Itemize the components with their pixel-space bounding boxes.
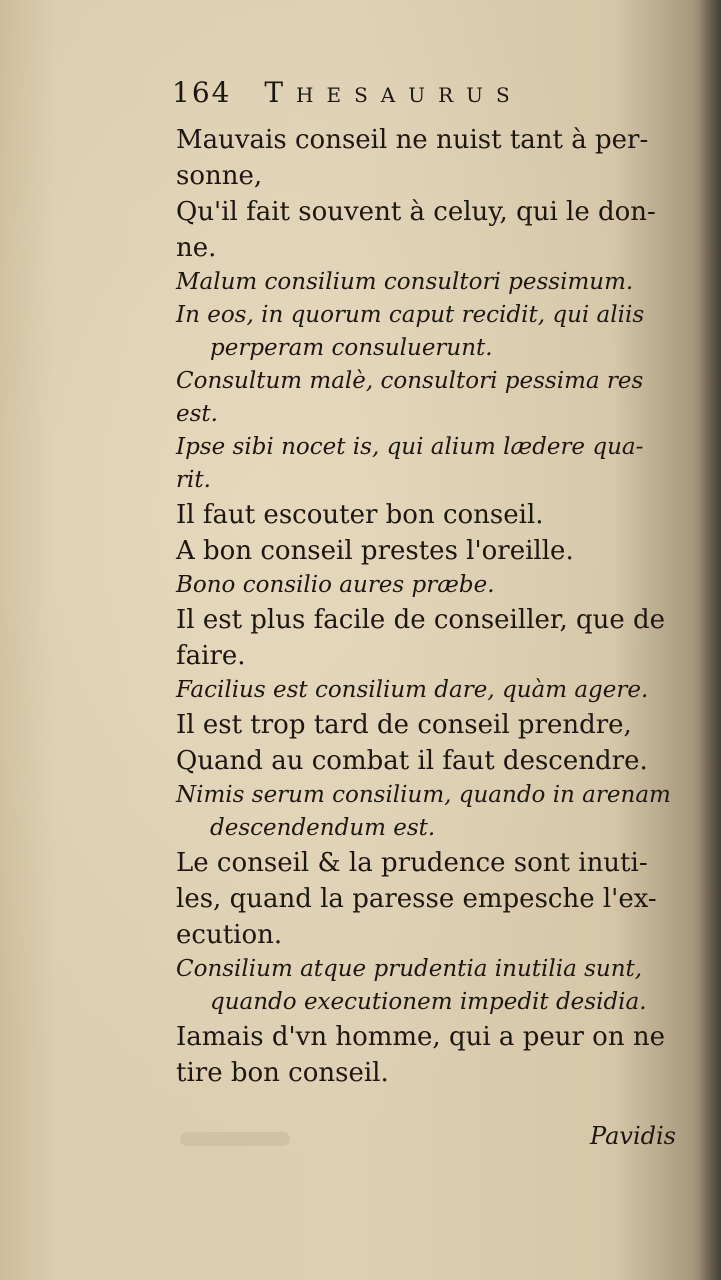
running-header	[172, 76, 523, 109]
french-proverb-line: Qu'il fait souvent à celuy, qui le don-	[176, 197, 656, 227]
french-proverb-line: faire.	[176, 641, 246, 671]
page-edge-shadow	[699, 0, 721, 1280]
catchword: Pavidis	[590, 1122, 676, 1150]
french-proverb-line: les, quand la paresse empesche l'ex-	[176, 884, 657, 914]
french-proverb-line: sonne,	[176, 161, 263, 191]
french-proverb-line: Il faut escouter bon conseil.	[176, 500, 544, 530]
page-text	[176, 122, 696, 1091]
french-proverb-line: ecution.	[176, 920, 283, 950]
french-proverb-line: Mauvais conseil ne nuist tant à per-	[176, 125, 649, 155]
running-title: Thesaurus	[264, 76, 523, 109]
latin-proverb-line: Consultum malè, consultori pessima res	[176, 368, 644, 394]
french-proverb-line: A bon conseil prestes l'oreille.	[176, 536, 574, 566]
latin-proverb-line: rit.	[176, 467, 211, 493]
latin-proverb-line: Malum consilium consultori pessimum.	[176, 269, 634, 295]
french-proverb-line: tire bon conseil.	[176, 1058, 389, 1088]
latin-proverb-line: Ipse sibi nocet is, qui alium lædere qua-	[176, 434, 644, 460]
ink-smudge	[180, 1132, 290, 1146]
latin-proverb-line: Nimis serum consilium, quando in arenam	[176, 782, 671, 808]
latin-proverb-line: descendendum est.	[210, 815, 436, 841]
french-proverb-line: Iamais d'vn homme, qui a peur on ne	[176, 1022, 665, 1052]
latin-proverb-line: Bono consilio aures præbe.	[176, 572, 495, 598]
latin-proverb-line: est.	[176, 401, 218, 427]
page-number: 164	[172, 76, 232, 109]
latin-proverb-line: Consilium atque prudentia inutilia sunt,	[176, 956, 643, 982]
french-proverb-line: ne.	[176, 233, 217, 263]
french-proverb-line: Quand au combat il faut descendre.	[176, 746, 648, 776]
latin-proverb-line: Facilius est consilium dare, quàm agere.	[176, 677, 649, 703]
french-proverb-line: Le conseil & la prudence sont inuti-	[176, 848, 648, 878]
latin-proverb-line: In eos, in quorum caput recidit, qui aliis	[176, 302, 645, 328]
french-proverb-line: Il est trop tard de conseil prendre,	[176, 710, 632, 740]
french-proverb-line: Il est plus facile de conseiller, que de	[176, 605, 666, 635]
latin-proverb-line: perperam consuluerunt.	[210, 335, 493, 361]
latin-proverb-line: quando executionem impedit desidia.	[210, 989, 647, 1015]
